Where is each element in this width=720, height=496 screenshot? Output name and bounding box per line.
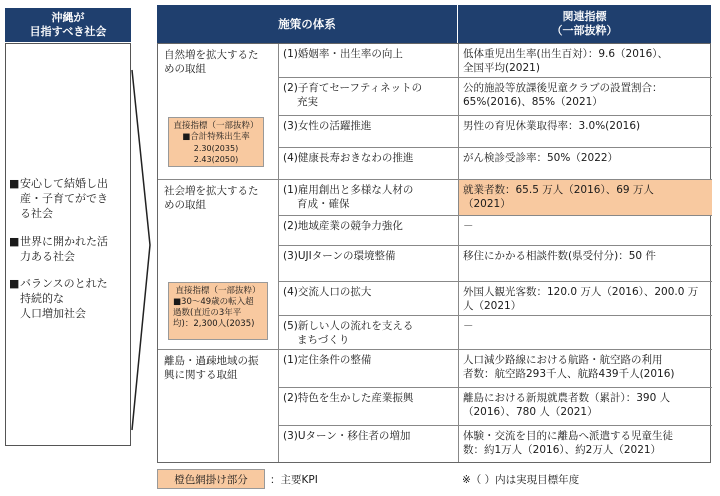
indicator-cell-highlighted: 就業者数：65.5 万人（2016）、69 万人 （2021） (459, 180, 712, 216)
indicator-cell: がん検診受診率：50%（2022） (459, 148, 712, 180)
category-cell: 自然増を拡大するた めの取組 (158, 44, 279, 180)
indicator-cell: － (459, 216, 712, 246)
policy-cell: (2)子育てセーフティネットの 充実 (279, 78, 459, 116)
policy-cell: (1)雇用創出と多様な人材の 育成・確保 (279, 180, 459, 216)
goal-item: ■ バランスのとれた 持続的な 人口増加社会 (9, 277, 108, 320)
legend-swatch: 橙色網掛け部分 (157, 469, 265, 489)
policy-cell: (3)Uターン・移住者の増加 (279, 426, 459, 462)
indicator-cell: 移住にかかる相談件数(県受付分)：50 件 (459, 246, 712, 282)
indicator-cell: 低体重児出生率(出生百対）：9.6（2016）、 全国平均(2021) (459, 44, 712, 78)
policy-cell: (1)婚姻率・出生率の向上 (279, 44, 459, 78)
category-cell: 社会増を拡大するた めの取組 (158, 180, 279, 350)
policy-cell: (2)特色を生かした産業振興 (279, 388, 459, 426)
policy-column-header: 施策の体系 (157, 5, 457, 43)
indicator-header-line1: 関連指標 (562, 10, 607, 23)
goal-item: ■ 安心して結婚し出 産・子育てができ る社会 (9, 177, 108, 220)
indicator-cell: 人口減少路線における航路・航空路の利用 者数：航空路293千人、航路439千人(2016) (459, 350, 712, 388)
policy-cell: (1)定住条件の整備 (279, 350, 459, 388)
policy-cell: (4)交流人口の拡大 (279, 282, 459, 316)
indicator-cell: 離島における新規就農者数（累計）：390 人 （2016）、780 人（2021） (459, 388, 712, 426)
indicator-cell: 体験・交流を目的に離島へ派遣する児童生徒 数：約1万人（2016）、約2万人（2021） (463, 430, 673, 456)
indicator-column-header (458, 5, 711, 43)
kpi-box: 直接指標（一部抜粋） ■合計特殊出生率 2.30(2035) 2.43(2050) (168, 117, 264, 167)
arrow-icon (130, 60, 154, 440)
indicator-cell: 公的施設等放課後児童クラブの設置割合： 65%(2016)、85%（2021） (459, 78, 712, 116)
left-header-line1: 沖縄が (51, 11, 85, 24)
indicator-cell: 男性の育児休業取得率：3.0%(2016) (459, 116, 712, 148)
left-header-line2: 目指すべき社会 (29, 25, 107, 38)
legend-meaning: ：主要KPI (270, 474, 318, 486)
goals-panel (5, 43, 131, 446)
left-header (5, 8, 131, 42)
indicator-header-line2: （一部抜粋） (551, 24, 618, 37)
category-cell: 離島・過疎地域の振 興に関する取組 (158, 350, 279, 462)
policy-table (157, 43, 711, 463)
goal-item: ■ 世界に開かれた活 力ある社会 (9, 235, 108, 263)
indicator-cell: 外国人観光客数：120.0 万人（2016）、200.0 万 人（2021） (459, 282, 712, 316)
policy-cell: (4)健康長寿おきなわの推進 (279, 148, 459, 180)
policy-cell: (3)UJIターンの環境整備 (279, 246, 459, 282)
policy-cell: (2)地域産業の競争力強化 (279, 216, 459, 246)
policy-cell: (5)新しい人の流れを支える まちづくり (279, 316, 459, 350)
footnote: ※（ ）内は実現目標年度 (462, 474, 580, 486)
policy-cell: (3)女性の活躍推進 (279, 116, 459, 148)
kpi-box: 直接指標（一部抜粋） ■30～49歳の転入超 過数(直近の3年平 均)：2,300人(2035) (168, 282, 268, 340)
indicator-cell: － (459, 316, 712, 350)
